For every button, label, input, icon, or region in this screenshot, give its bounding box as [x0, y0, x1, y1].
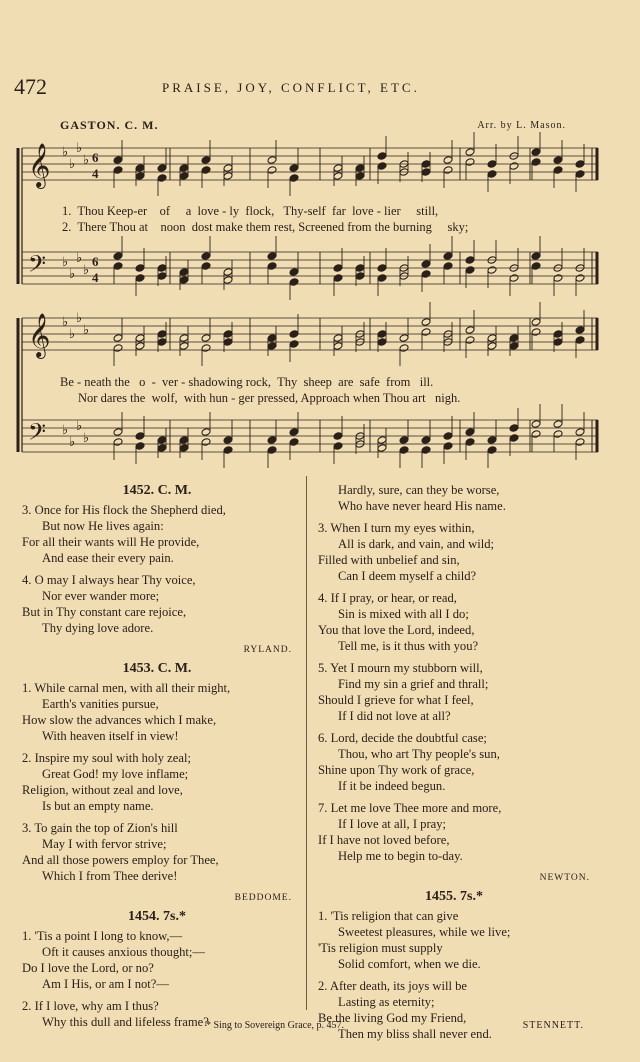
stanza	[22, 928, 292, 992]
verse-line: Hardly, sure, can they be worse,	[338, 483, 500, 497]
lyric-line: 2. There Thou at noon dost make them rest, Screened from the burning sky;	[62, 220, 469, 234]
verse-line: 2. If I love, why am I thus?	[22, 999, 159, 1013]
verse-line: If I have not loved before,	[318, 833, 450, 847]
note-head	[113, 262, 123, 271]
lyric-line: Be - neath the o - ver - shadowing rock, Thy sheep are safe from ill.	[60, 375, 434, 389]
stanza	[22, 820, 292, 884]
note-head	[531, 148, 541, 157]
note-head	[531, 158, 541, 167]
verse-line: 7. Let me love Thee more and more,	[318, 801, 502, 815]
note-head	[443, 432, 453, 441]
note-head	[135, 264, 145, 273]
note-head	[487, 160, 497, 169]
note-head	[179, 276, 189, 285]
verse-line: For all their wants will He provide,	[22, 535, 200, 549]
note-head	[201, 334, 211, 343]
verse-line: Thy dying love adore.	[42, 621, 154, 635]
note-head	[333, 164, 343, 173]
note-head	[575, 428, 585, 437]
verse-line: Oft it causes anxious thought;—	[42, 945, 205, 959]
note-head	[553, 420, 563, 429]
note-head	[333, 264, 343, 273]
note-head	[487, 342, 497, 351]
verse-line: 4. If I pray, or hear, or read,	[318, 591, 457, 605]
verse-line: Thou, who art Thy people's sun,	[338, 747, 500, 761]
verse-line: Am I His, or am I not?—	[42, 977, 169, 991]
hymn-author: BEDDOME.	[234, 893, 292, 903]
note-head	[333, 342, 343, 351]
note-head	[135, 342, 145, 351]
verse-line: Solid comfort, when we die.	[338, 957, 481, 971]
verse-line: Shine upon Thy work of grace,	[318, 763, 475, 777]
note-head	[157, 444, 167, 453]
note-head	[377, 444, 387, 453]
tune-name: GASTON. C. M.	[60, 118, 159, 132]
verse-line: All is dark, and vain, and wild;	[338, 537, 494, 551]
note-head	[201, 262, 211, 271]
note-head	[267, 334, 277, 343]
stanza	[318, 730, 590, 794]
flat-sign: ♭	[83, 431, 90, 446]
note-head	[421, 446, 431, 455]
flat-sign: ♭	[62, 315, 69, 330]
note-head	[135, 172, 145, 181]
verse-line: 1. While carnal men, with all their might,	[22, 681, 231, 695]
note-head	[421, 160, 431, 169]
note-head	[157, 174, 167, 183]
footer-author: STENNETT.	[522, 1020, 584, 1031]
note-head	[289, 164, 299, 173]
note-head	[157, 264, 167, 273]
stanza	[318, 908, 590, 972]
verse-line: May I with fervor strive;	[42, 837, 167, 851]
verse-line: Nor ever wander more;	[42, 589, 160, 603]
note-head	[223, 330, 233, 339]
note-head	[575, 438, 585, 447]
verse-line: Great God! my love inflame;	[42, 767, 189, 781]
note-head	[421, 436, 431, 445]
note-head	[575, 326, 585, 335]
note-head	[135, 432, 145, 441]
note-head	[509, 434, 519, 443]
note-head	[113, 438, 123, 447]
note-head	[553, 274, 563, 283]
note-head	[289, 438, 299, 447]
note-head	[113, 156, 123, 165]
note-head	[355, 164, 365, 173]
note-head	[575, 170, 585, 179]
flat-sign: ♭	[69, 327, 76, 342]
hymn-author: NEWTON.	[539, 873, 590, 883]
note-head	[223, 276, 233, 285]
note-head	[289, 428, 299, 437]
note-head	[179, 164, 189, 173]
note-head	[289, 330, 299, 339]
time-signature-bottom: 4	[92, 270, 99, 285]
note-head	[179, 342, 189, 351]
verse-line: But in Thy constant care rejoice,	[22, 605, 187, 619]
note-head	[509, 424, 519, 433]
verse-line: 1. 'Tis religion that can give	[318, 909, 459, 923]
note-head	[575, 160, 585, 169]
note-head	[179, 444, 189, 453]
stanza	[318, 978, 590, 1042]
note-head	[135, 274, 145, 283]
note-head	[289, 278, 299, 287]
note-head	[223, 164, 233, 173]
treble-clef: 𝄞	[28, 143, 51, 187]
page-number: 472	[14, 74, 47, 99]
note-head	[267, 342, 277, 351]
verse-line: 1. 'Tis a point I long to know,—	[22, 929, 183, 943]
note-head	[289, 174, 299, 183]
note-head	[553, 156, 563, 165]
note-head	[421, 328, 431, 337]
verse-line: 3. Once for His flock the Shepherd died,	[22, 503, 226, 517]
lyric-line: Nor dares the wolf, with hun - ger pressed, Approach when Thou art nigh.	[78, 391, 461, 405]
note-head	[377, 264, 387, 273]
note-head	[465, 266, 475, 275]
verse-line: Find my sin a grief and thrall;	[338, 677, 489, 691]
hymn-number: 1454. 7s.*	[128, 909, 186, 924]
note-head	[223, 172, 233, 181]
note-head	[333, 432, 343, 441]
note-head	[377, 274, 387, 283]
verse-line: Be the living God my Friend,	[318, 1011, 467, 1025]
note-head	[201, 166, 211, 175]
verse-line: Help me to begin to-day.	[338, 849, 463, 863]
stanza	[22, 502, 292, 566]
note-head	[553, 338, 563, 347]
verse-line: Should I grieve for what I feel,	[318, 693, 474, 707]
note-head	[223, 436, 233, 445]
verse-line: 2. After death, its joys will be	[318, 979, 468, 993]
verse-line: But now He lives again:	[42, 519, 164, 533]
note-head	[333, 442, 343, 451]
note-head	[223, 338, 233, 347]
note-head	[355, 272, 365, 281]
verse-line: 6. Lord, decide the doubtful case;	[318, 731, 487, 745]
verse-line: You that love the Lord, indeed,	[318, 623, 475, 637]
flat-sign: ♭	[69, 157, 76, 172]
note-head	[531, 430, 541, 439]
verse-line: Filled with unbelief and sin,	[318, 553, 460, 567]
verse-line: And ease their every pain.	[42, 551, 174, 565]
verse-line: Religion, without zeal and love,	[22, 783, 183, 797]
verse-line: 3. When I turn my eyes within,	[318, 521, 475, 535]
flat-sign: ♭	[83, 153, 90, 168]
note-head	[487, 266, 497, 275]
note-head	[289, 268, 299, 277]
note-head	[465, 326, 475, 335]
note-head	[113, 166, 123, 175]
flat-sign: ♭	[69, 435, 76, 450]
note-head	[509, 342, 519, 351]
verse-line: Then my bliss shall never end.	[338, 1027, 492, 1041]
note-head	[443, 252, 453, 261]
treble-clef: 𝄞	[28, 313, 51, 357]
note-head	[465, 336, 475, 345]
verse-line: Do I love the Lord, or no?	[22, 961, 154, 975]
verse-line: Can I deem myself a child?	[338, 569, 477, 583]
note-head	[487, 436, 497, 445]
note-head	[135, 334, 145, 343]
note-head	[465, 158, 475, 167]
note-head	[135, 442, 145, 451]
lyric-line: 1. Thou Keep-er of a love - ly flock, Thy-self far love - lier still,	[62, 204, 439, 218]
note-head	[267, 262, 277, 271]
note-head	[157, 338, 167, 347]
note-head	[267, 166, 277, 175]
note-head	[201, 438, 211, 447]
note-head	[113, 334, 123, 343]
note-head	[333, 274, 343, 283]
flat-sign: ♭	[69, 267, 76, 282]
flat-sign: ♭	[76, 419, 83, 434]
note-head	[377, 152, 387, 161]
verse-line: Earth's vanities pursue,	[42, 697, 159, 711]
note-head	[157, 164, 167, 173]
note-head	[355, 264, 365, 273]
verse-line: With heaven itself in view!	[42, 729, 179, 743]
note-head	[201, 344, 211, 353]
note-head	[157, 436, 167, 445]
hymns-left-column	[22, 480, 292, 1036]
note-head	[267, 252, 277, 261]
note-head	[113, 252, 123, 261]
flat-sign: ♭	[62, 423, 69, 438]
stanza	[22, 680, 292, 744]
footnote: * Sing to Sovereign Grace, p. 457.	[206, 1020, 345, 1031]
note-head	[553, 330, 563, 339]
verse-line: Is but an empty name.	[42, 799, 154, 813]
note-head	[553, 166, 563, 175]
verse-line: Tell me, is it thus with you?	[338, 639, 479, 653]
stanza	[22, 572, 292, 636]
time-signature-bottom: 4	[92, 166, 99, 181]
flat-sign: ♭	[62, 145, 69, 160]
verse-line: Sin is mixed with all I do;	[338, 607, 469, 621]
time-signature-top: 6	[92, 254, 99, 269]
verse-line: Who have never heard His name.	[338, 499, 506, 513]
note-head	[179, 436, 189, 445]
flat-sign: ♭	[76, 251, 83, 266]
flat-sign: ♭	[76, 141, 83, 156]
note-head	[135, 164, 145, 173]
note-head	[531, 318, 541, 327]
note-head	[113, 428, 123, 437]
note-head	[465, 148, 475, 157]
hymn-number: 1455. 7s.*	[425, 889, 483, 904]
note-head	[157, 272, 167, 281]
verse-line: And all those powers employ for Thee,	[22, 853, 219, 867]
flat-sign: ♭	[62, 255, 69, 270]
stanza	[318, 590, 590, 654]
tune-arranger: Arr. by L. Mason.	[477, 120, 566, 131]
note-head	[399, 344, 409, 353]
note-head	[421, 318, 431, 327]
note-head	[179, 268, 189, 277]
note-head	[443, 166, 453, 175]
note-head	[487, 170, 497, 179]
stanza	[318, 520, 590, 584]
verse-line: How slow the advances which I make,	[22, 713, 217, 727]
bass-clef: 𝄢	[28, 418, 47, 451]
note-head	[201, 252, 211, 261]
note-head	[531, 252, 541, 261]
stanza	[318, 660, 590, 724]
note-head	[509, 162, 519, 171]
note-head	[333, 172, 343, 181]
note-head	[267, 156, 277, 165]
note-head	[487, 334, 497, 343]
note-head	[421, 168, 431, 177]
stanza	[318, 482, 590, 514]
stanza	[22, 750, 292, 814]
note-head	[575, 274, 585, 283]
note-head	[179, 334, 189, 343]
verse-line: 3. To gain the top of Zion's hill	[22, 821, 178, 835]
note-head	[509, 274, 519, 283]
note-head	[553, 430, 563, 439]
running-title: PRAISE, JOY, CONFLICT, ETC.	[162, 80, 420, 95]
hymn-number: 1453. C. M.	[122, 661, 192, 676]
note-head	[421, 260, 431, 269]
verse-line: 2. Inspire my soul with holy zeal;	[22, 751, 191, 765]
note-head	[267, 446, 277, 455]
note-head	[399, 436, 409, 445]
verse-line: Which I from Thee derive!	[42, 869, 178, 883]
note-head	[179, 172, 189, 181]
time-signature-top: 6	[92, 150, 99, 165]
note-head	[421, 270, 431, 279]
note-head	[223, 268, 233, 277]
verse-line: Lasting as eternity;	[338, 995, 435, 1009]
note-head	[201, 428, 211, 437]
hymn-author: RYLAND.	[243, 645, 292, 655]
verse-line: 'Tis religion must supply	[318, 941, 443, 955]
verse-line: If I love at all, I pray;	[338, 817, 447, 831]
note-head	[487, 446, 497, 455]
verse-line: Sweetest pleasures, while we live;	[338, 925, 511, 939]
hymns-right-column	[318, 482, 590, 1048]
stanza	[318, 800, 590, 864]
note-head	[443, 262, 453, 271]
note-head	[399, 446, 409, 455]
bass-clef: 𝄢	[28, 250, 47, 283]
note-head	[289, 340, 299, 349]
note-head	[377, 330, 387, 339]
note-head	[377, 162, 387, 171]
note-head	[377, 436, 387, 445]
column-divider	[306, 476, 307, 1010]
hymn-number: 1452. C. M.	[122, 483, 192, 498]
note-head	[531, 328, 541, 337]
flat-sign: ♭	[83, 263, 90, 278]
note-head	[465, 438, 475, 447]
note-head	[531, 420, 541, 429]
verse-line: If I did not love at all?	[338, 709, 451, 723]
verse-line: If it be indeed begun.	[338, 779, 446, 793]
note-head	[113, 344, 123, 353]
note-head	[377, 338, 387, 347]
note-head	[201, 156, 211, 165]
note-head	[531, 262, 541, 271]
note-head	[443, 156, 453, 165]
note-head	[465, 256, 475, 265]
note-head	[443, 442, 453, 451]
note-head	[267, 436, 277, 445]
flat-sign: ♭	[83, 323, 90, 338]
note-head	[575, 336, 585, 345]
verse-line: 4. O may I always hear Thy voice,	[22, 573, 196, 587]
verse-line: 5. Yet I mourn my stubborn will,	[318, 661, 483, 675]
note-head	[333, 334, 343, 343]
flat-sign: ♭	[76, 311, 83, 326]
note-head	[355, 172, 365, 181]
verse-line: Why this dull and lifeless frame?	[42, 1015, 209, 1029]
note-head	[509, 334, 519, 343]
note-head	[399, 334, 409, 343]
note-head	[465, 428, 475, 437]
note-head	[157, 330, 167, 339]
note-head	[223, 446, 233, 455]
